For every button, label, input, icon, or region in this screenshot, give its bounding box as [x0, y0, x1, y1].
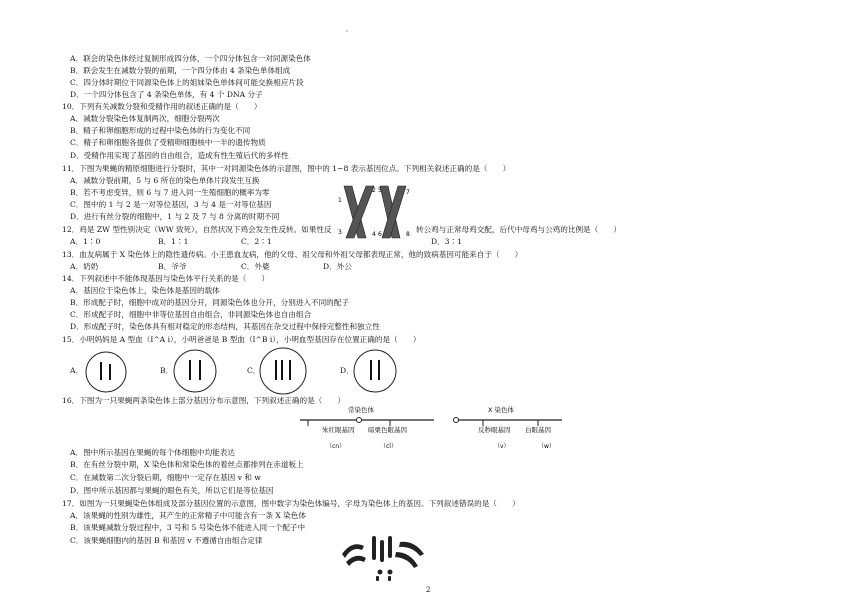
q10-stem: 10．下列有关减数分裂和受精作用的叙述正确的是（ ） — [62, 102, 262, 111]
q17-option-a: A．该果蝇的性别为雄性，其产生的正常精子中可能含有一条 X 染色体 — [70, 511, 306, 520]
q14-option-d: D．形成配子时，染色体具有相对稳定的形态结构，其基因在杂交过程中保持完整性和独立性 — [70, 322, 380, 331]
q12-option-a: A．1∶0 — [70, 237, 101, 246]
q15-cell-c-figure — [258, 346, 308, 396]
q14-stem: 14．下列叙述中不能体现基因与染色体平行关系的是（ ） — [62, 274, 270, 283]
q13-option-a: A．奶奶 — [70, 262, 99, 271]
q17-option-b: B．该果蝇减数分裂过程中，3 号和 5 号染色体不能进入同一个配子中 — [70, 523, 306, 532]
gene-label-cinnabar: 暗栗色眼基因 — [368, 426, 407, 434]
fruitfly-karyotype-figure — [336, 528, 436, 582]
q9-option-a: A．联会的染色体经过复制形成四分体，一个四分体包含一对同源染色体 — [70, 54, 311, 63]
q16-option-a: A．图中所示基因在果蝇的每个体细胞中均能表达 — [70, 448, 235, 457]
q15-cell-d-figure — [352, 348, 398, 394]
q12-option-b: B．1∶1 — [158, 237, 189, 246]
q17-option-c: C．该果蝇细胞内的基因 B 和基因 v 不遵循自由组合定律 — [70, 536, 263, 545]
header-mark: ◦ — [345, 28, 349, 35]
q10-option-b: B．精子和卵细胞形成的过程中染色体的行为变化不同 — [70, 126, 251, 135]
q11-option-d: D．进行有丝分裂的细胞中，1 与 2 及 7 与 8 分离的时期不同 — [70, 212, 280, 221]
gene-symbol-v: （v） — [494, 443, 510, 450]
q12-option-d: D．3∶1 — [431, 237, 462, 246]
q14-option-c: C．形成配子时，细胞中非等位基因自由组合，非同源染色体也自由组合 — [70, 310, 312, 319]
q15-option-a: A． — [70, 366, 84, 375]
q9-option-b: B．联会发生在减数分裂的前期，一个四分体由 4 条染色单体组成 — [70, 66, 291, 75]
homologous-chromosome-figure — [336, 184, 412, 240]
x-chromosome-title: X 染色体 — [488, 406, 515, 414]
q16-option-b: B．在有丝分裂中期，X 染色体和常染色体的着丝点都排列在赤道板上 — [70, 460, 304, 469]
gene-map-figure — [298, 404, 564, 454]
gene-label-vermilion: 朱红眼基因 — [322, 426, 355, 434]
autosome-title: 常染色体 — [348, 406, 374, 414]
q13-option-d: D．外公 — [323, 262, 352, 271]
q16-option-c: C．在减数第二次分裂后期，细胞中一定存在基因 v 和 w — [70, 473, 261, 482]
gene-label-4: 4 — [372, 231, 376, 238]
q13-option-c: C．外婆 — [241, 262, 270, 271]
q12-stem-part2: 转公鸡与正常母鸡交配，后代中母鸡与公鸡的比例是（ ） — [416, 225, 622, 234]
q16-option-d: D．图中所示基因都与果蝇的眼色有关，所以它们是等位基因 — [70, 486, 274, 495]
q15-cell-b-figure — [172, 348, 218, 394]
gene-label-5: 5 — [378, 187, 382, 194]
q16-stem: 16．下图为一只果蝇两条染色体上部分基因分布示意图，下列叙述正确的是（ ） — [62, 396, 346, 405]
q10-option-c: C．精子和卵细胞各提供了受精卵细胞核中一半的遗传物质 — [70, 138, 266, 147]
q11-option-a: A．减数分裂前期，5 与 6 所在的染色单体片段发生互换 — [70, 176, 260, 185]
q11-option-c: C．图中的 1 与 2 是一对等位基因，3 与 4 是一对等位基因 — [70, 200, 272, 209]
q9-option-d: D．一个四分体包含了 4 条染色单体，有 4 个 DNA 分子 — [70, 90, 263, 99]
q15-option-d: D． — [340, 366, 354, 375]
gene-label-3: 3 — [338, 229, 342, 236]
q17-stem: 17．如图为一只果蝇染色体组成及部分基因位置的示意图，图中数字为染色体编号，字母为染色体上的基因。下列叙述错误的是（ ） — [62, 499, 520, 508]
q11-option-b: B．若不考虑变异，则 6 与 7 进入同一生殖细胞的概率为零 — [70, 188, 270, 197]
q14-option-b: B．形成配子时，细胞中成对的基因分开，同源染色体也分开，分别进入不同的配子 — [70, 298, 349, 307]
q10-option-a: A．减数分裂染色体复制两次，细胞分裂两次 — [70, 114, 220, 123]
q15-option-b: B． — [160, 366, 174, 375]
gene-label-v: 反秒眼基因 — [478, 426, 511, 434]
gene-label-7: 7 — [406, 189, 410, 196]
q13-option-b: B．爷爷 — [158, 262, 187, 271]
gene-label-8: 8 — [406, 231, 410, 238]
q15-stem: 15．小明妈妈是 A 型血（I^A i），小明爸爸是 B 型血（I^B i），小明血型基因存在位置正确的是（ ） — [62, 335, 421, 344]
gene-label-2: 2 — [372, 187, 376, 194]
q12-option-c: C．2∶1 — [241, 237, 272, 246]
gene-symbol-w: （w） — [538, 443, 555, 450]
q11-stem: 11．下图为果蝇的精原细胞进行分裂时，其中一对同源染色体的示意图，图中的 1~8 表示基因位点。下列相关叙述正确的是（ ） — [62, 164, 511, 173]
gene-label-1: 1 — [338, 197, 342, 204]
q10-option-d: D．受精作用实现了基因的自由组合，造成有性生殖后代的多样性 — [70, 151, 289, 160]
q15-option-c: C． — [247, 366, 261, 375]
gene-label-6: 6 — [378, 231, 382, 238]
gene-symbol-cl: （cl） — [380, 443, 397, 450]
q13-stem: 13．血友病属于 X 染色体上的隐性遗传病。小王患血友病，他的父母、祖父母和外祖父母都表现正常，他的致病基因可能来自于（ ） — [62, 250, 523, 259]
page-number: 2 — [426, 586, 431, 594]
q14-option-a: A．基因位于染色体上，染色体是基因的载体 — [70, 286, 220, 295]
q9-option-c: C．四分体时期位于同源染色体上的姐妹染色单体间可能交换相应片段 — [70, 78, 304, 87]
q12-stem-part1: 12．鸡是 ZW 型性别决定（WW 致死），自然状况下鸡会发生性反转。如果性反 — [62, 225, 332, 234]
gene-symbol-cn: （cn） — [326, 443, 346, 450]
gene-label-white: 白眼基因 — [525, 426, 551, 434]
q15-cell-a-figure — [84, 350, 128, 394]
